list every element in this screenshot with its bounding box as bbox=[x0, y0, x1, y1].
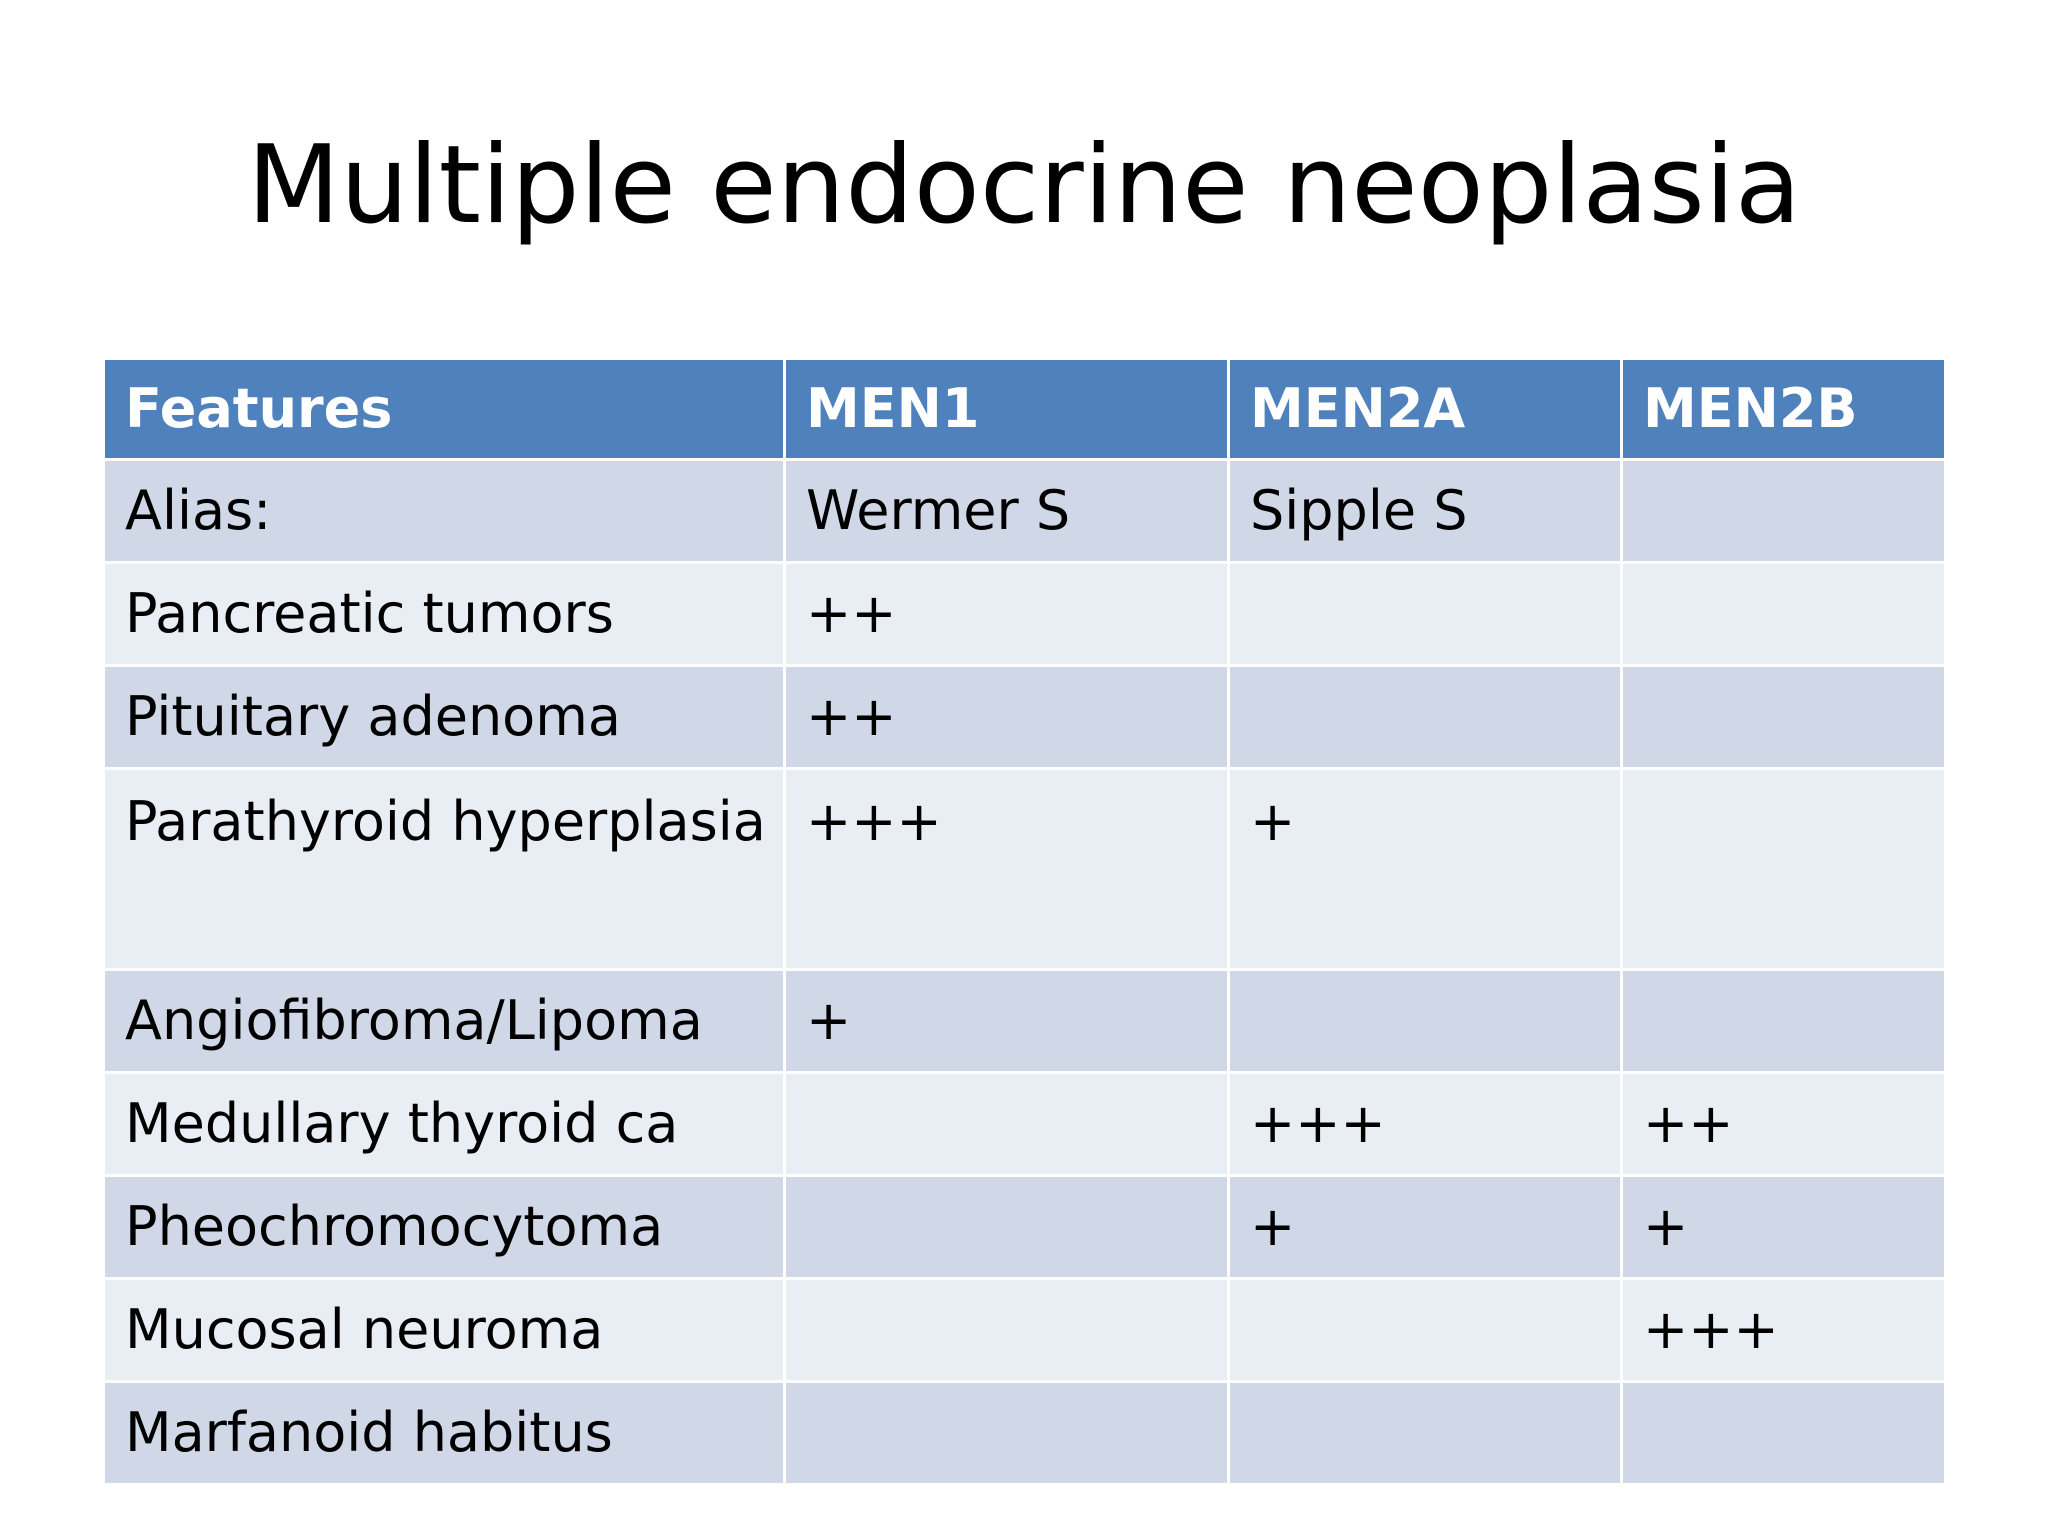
men2a-cell bbox=[1229, 563, 1622, 666]
men1-cell: +++ bbox=[785, 769, 1229, 970]
column-header-features: Features bbox=[104, 359, 785, 460]
men1-cell: ++ bbox=[785, 563, 1229, 666]
table-row bbox=[104, 1279, 1946, 1382]
table-header-row bbox=[104, 359, 1946, 460]
men2b-cell bbox=[1622, 460, 1946, 563]
slide-title: Multiple endocrine neoplasia bbox=[246, 123, 1802, 248]
column-header-men2a: MEN2A bbox=[1229, 359, 1622, 460]
men2a-cell: Sipple S bbox=[1229, 460, 1622, 563]
feature-cell: Angiofibroma/Lipoma bbox=[104, 970, 785, 1073]
men1-cell: + bbox=[785, 970, 1229, 1073]
feature-cell: Medullary thyroid ca bbox=[104, 1073, 785, 1176]
men1-cell bbox=[785, 1073, 1229, 1176]
men2b-cell: +++ bbox=[1622, 1279, 1946, 1382]
men1-cell bbox=[785, 1279, 1229, 1382]
table-row bbox=[104, 1176, 1946, 1279]
comparison-table bbox=[102, 357, 1947, 1486]
feature-cell: Alias: bbox=[104, 460, 785, 563]
table-row bbox=[104, 666, 1946, 769]
table-row bbox=[104, 769, 1946, 970]
men2b-cell: + bbox=[1622, 1176, 1946, 1279]
men2b-cell bbox=[1622, 563, 1946, 666]
feature-cell: Pheochromocytoma bbox=[104, 1176, 785, 1279]
feature-cell: Pancreatic tumors bbox=[104, 563, 785, 666]
men1-cell: Wermer S bbox=[785, 460, 1229, 563]
feature-cell: Parathyroid hyperplasia bbox=[104, 769, 785, 970]
men2a-cell: +++ bbox=[1229, 1073, 1622, 1176]
men2b-cell bbox=[1622, 970, 1946, 1073]
men1-cell bbox=[785, 1176, 1229, 1279]
men2b-cell bbox=[1622, 666, 1946, 769]
table-row bbox=[104, 563, 1946, 666]
table-row bbox=[104, 1073, 1946, 1176]
men2a-cell bbox=[1229, 666, 1622, 769]
men2a-cell bbox=[1229, 970, 1622, 1073]
feature-cell: Mucosal neuroma bbox=[104, 1279, 785, 1382]
men2b-cell: ++ bbox=[1622, 1073, 1946, 1176]
men1-cell: ++ bbox=[785, 666, 1229, 769]
men2a-cell bbox=[1229, 1382, 1622, 1485]
men2a-cell bbox=[1229, 1279, 1622, 1382]
column-header-men1: MEN1 bbox=[785, 359, 1229, 460]
men2b-cell bbox=[1622, 1382, 1946, 1485]
men2b-cell bbox=[1622, 769, 1946, 970]
feature-cell: Pituitary adenoma bbox=[104, 666, 785, 769]
column-header-men2b: MEN2B bbox=[1622, 359, 1946, 460]
table-row bbox=[104, 1382, 1946, 1485]
table-row bbox=[104, 460, 1946, 563]
men1-cell bbox=[785, 1382, 1229, 1485]
table-row bbox=[104, 970, 1946, 1073]
men2a-cell: + bbox=[1229, 1176, 1622, 1279]
men2a-cell: + bbox=[1229, 769, 1622, 970]
feature-cell: Marfanoid habitus bbox=[104, 1382, 785, 1485]
